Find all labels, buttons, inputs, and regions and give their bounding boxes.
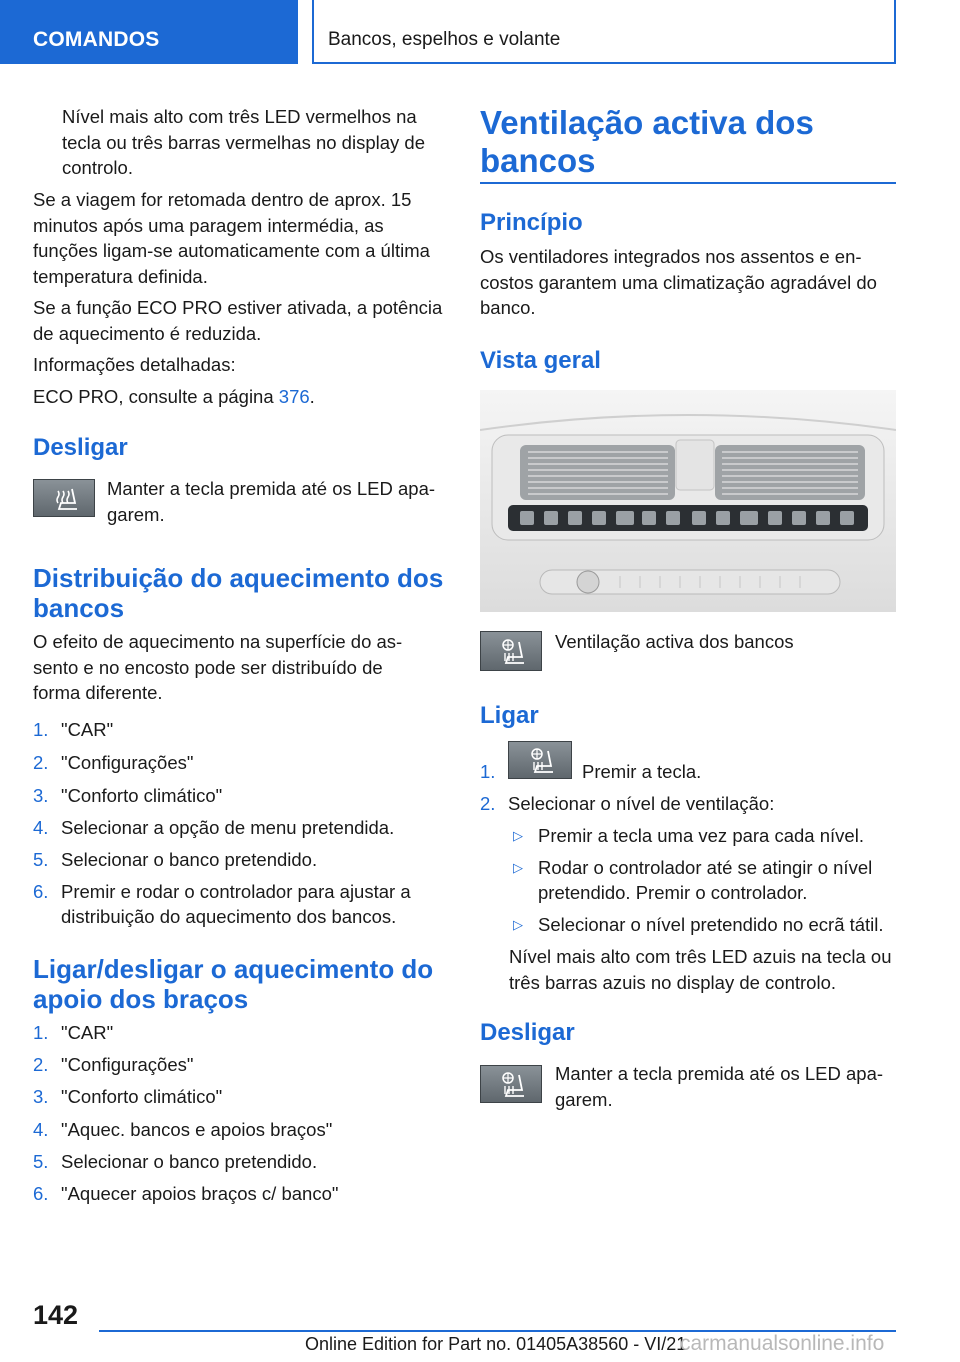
list-number: 2. bbox=[480, 793, 496, 814]
list-number: 3. bbox=[33, 1086, 49, 1107]
header-section-label: COMANDOS bbox=[33, 28, 160, 51]
bullet-text-continuation: pretendido. Premir o controlador. bbox=[538, 882, 808, 903]
off-text-left: Manter a tecla premida até os LED apa-garem. bbox=[107, 478, 436, 525]
details-label: Informações detalhadas: bbox=[33, 354, 236, 375]
bullet-triangle-icon: ▷ bbox=[513, 917, 523, 932]
principle-text: Os ventiladores integrados nos assentos e en-costos garantem uma climatização agradável do banco. bbox=[480, 246, 877, 318]
list-number: 2. bbox=[33, 752, 49, 773]
list-text: "Configurações" bbox=[61, 1054, 194, 1075]
list-text: "Configurações" bbox=[61, 752, 194, 773]
seat-heating-icon bbox=[33, 479, 95, 517]
list-text: "Conforto climático" bbox=[61, 785, 223, 806]
eco-pro-reference-prefix: ECO PRO, consulte a página bbox=[33, 386, 279, 407]
off-heading-left: Desligar bbox=[33, 434, 128, 461]
page-link-376[interactable]: 376 bbox=[278, 386, 310, 407]
watermark: carmanualsonline.info bbox=[680, 1332, 885, 1355]
distribution-text: O efeito de aquecimento na superfície do as-sento e no encosto pode ser distribuído de forma diferente. bbox=[33, 631, 403, 703]
bullet-text: Premir a tecla uma vez para cada nível. bbox=[538, 825, 864, 846]
overview-heading: Vista geral bbox=[480, 347, 601, 374]
bullet-text: Selecionar o nível pretendido no ecrã tátil. bbox=[538, 914, 884, 935]
list-number: 3. bbox=[33, 785, 49, 806]
list-text: Selecionar o nível de ventilação: bbox=[508, 793, 775, 814]
overview-caption: Ventilação activa dos bancos bbox=[555, 631, 794, 652]
edition-text: Online Edition for Part no. 01405A38560 - VI/21 bbox=[305, 1334, 687, 1354]
eco-pro-reference-suffix: . bbox=[309, 386, 315, 407]
bullet-text: Rodar o controlador até se atingir o nível bbox=[538, 857, 873, 878]
list-number: 5. bbox=[33, 849, 49, 870]
bullet-triangle-icon: ▷ bbox=[513, 860, 523, 875]
level-text: Nível mais alto com três LED azuis na tecla ou três barras azuis no display de controlo. bbox=[509, 946, 892, 993]
list-text: distribuição do aquecimento dos bancos. bbox=[61, 906, 397, 927]
list-text: Premir e rodar o controlador para ajustar a bbox=[61, 881, 411, 902]
title-rule bbox=[480, 182, 896, 184]
list-text: "CAR" bbox=[61, 1022, 114, 1043]
header-chapter-label: Bancos, espelhos e volante bbox=[328, 29, 561, 50]
list-number: 1. bbox=[33, 719, 49, 740]
seat-ventilation-icon bbox=[480, 631, 542, 671]
seat-ventilation-icon bbox=[480, 1065, 542, 1103]
list-number: 4. bbox=[33, 1119, 49, 1140]
on-heading: Ligar bbox=[480, 702, 539, 729]
list-number: 1. bbox=[480, 761, 496, 782]
intro-indented-text: Nível mais alto com três LED vermelhos na tecla ou três barras vermelhas no display de controlo. bbox=[62, 106, 425, 178]
off-text-right: Manter a tecla premida até os LED apa-garem. bbox=[555, 1063, 884, 1110]
list-number: 6. bbox=[33, 881, 49, 902]
off-heading-right: Desligar bbox=[480, 1019, 575, 1046]
list-text: "Aquecer apoios braços c/ banco" bbox=[61, 1183, 339, 1204]
page-number: 142 bbox=[33, 1300, 79, 1330]
seat-ventilation-icon bbox=[508, 741, 572, 779]
distribution-heading: Distribuição do aquecimento dos bancos bbox=[33, 563, 444, 623]
list-text: Selecionar o banco pretendido. bbox=[61, 1151, 318, 1172]
eco-pro-reference bbox=[33, 384, 453, 410]
list-number: 2. bbox=[33, 1054, 49, 1075]
list-text: "Conforto climático" bbox=[61, 1086, 223, 1107]
ventilation-title: Ventilação activa dos bancos bbox=[480, 104, 814, 179]
list-text: Selecionar a opção de menu pretendida. bbox=[61, 817, 395, 838]
bullet-triangle-icon: ▷ bbox=[513, 828, 523, 843]
list-number: 1. bbox=[33, 1022, 49, 1043]
resume-paragraph: Se a viagem for retomada dentro de aprox. 15 minutos após uma paragem intermédia, as funções ligam-se automaticamente com a última temperatura definida. bbox=[33, 189, 430, 287]
header-section-tab bbox=[0, 0, 298, 64]
armrest-heading: Ligar/desligar o aquecimento do apoio dos braços bbox=[33, 954, 434, 1014]
list-text: "CAR" bbox=[61, 719, 114, 740]
header-chapter-box bbox=[312, 0, 896, 64]
list-text: Selecionar o banco pretendido. bbox=[61, 849, 318, 870]
eco-pro-paragraph: Se a função ECO PRO estiver ativada, a potência de aquecimento é reduzida. bbox=[33, 297, 443, 344]
list-number: 5. bbox=[33, 1151, 49, 1172]
principle-heading: Princípio bbox=[480, 209, 583, 236]
list-number: 4. bbox=[33, 817, 49, 838]
on-step1-text: Premir a tecla. bbox=[582, 761, 702, 782]
climate-panel-photo bbox=[480, 390, 896, 612]
list-number: 6. bbox=[33, 1183, 49, 1204]
list-text: "Aquec. bancos e apoios braços" bbox=[61, 1119, 333, 1140]
